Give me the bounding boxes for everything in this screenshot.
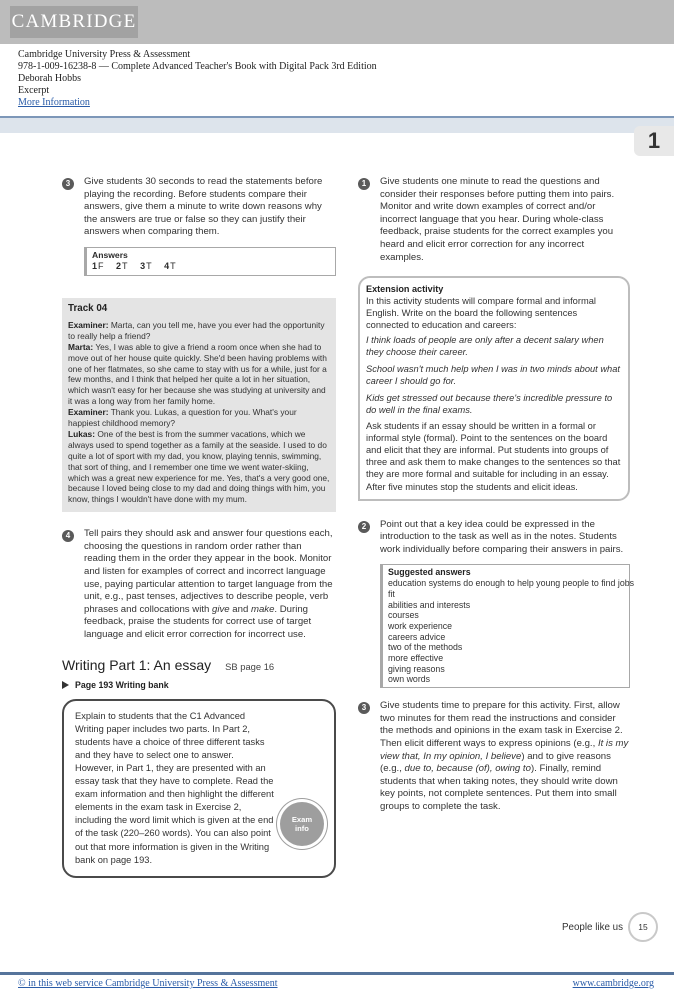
step-text: Point out that a key idea could be expressed in the introduction to the task as well as in the notes. Students work individually before comparing their answers in pairs. [380,518,624,555]
suggested-answers-box [380,564,634,688]
suggested-answers-title: Suggested answers [388,567,471,578]
unit-number-tab: 1 [634,126,674,156]
step-text: Tell pairs they should ask and answer four questions each, choosing the questions in random order rather than reading them in the order they appear in the book. Monitor and listen for examples of correct and incorrect language use, paying particular attention to target language from the unit, e.g., past tenses, adjectives to describe people, verb phrases and collocations with give and make. During feedback, praise the students for correct use of target language and elicit error correction for incorrect use. [84,528,333,641]
more-information-link[interactable]: More Information [18,97,90,108]
section-heading [62,657,336,675]
answers-box [84,247,336,276]
right-step-1 [358,176,630,264]
transcript-line: Lukas: One of the best is from the summer vacations, which we always used to spend together as a family at the seaside. I used to do quite a lot of sport with my dad, you know, playing tennis, swimming, that sort of thing, and I remember one time we went water-skiing, which was a great new experience for me. Yes, that's a very good one, because I loved being close to my dad and doing things with him, you know, things I wouldn't have done with my mum. [68,428,330,505]
extension-example: Kids get stressed out because there's incredible pressure to do well in the final exams. [366,392,613,415]
copyright-link[interactable]: © in this web service Cambridge University Press & Assessment [18,978,278,989]
author-line: Deborah Hobbs [18,73,82,84]
list-item: education systems do enough to help young people to find jobs [388,578,634,589]
right-step-3 [358,700,630,813]
exam-info-text: Explain to students that the C1 Advanced Writing paper includes two parts. In Part 2, students have a choice of three different tasks and they have to select one to answer. However, in Part 1, they are presented with an essay task that they have to complete. Read the exam information and then highlight the different elements in the exam task in Exercise 2, including the word limit which is given at the end of the task (220–260 words). You can also point out that more information is given in the Writing bank on page 193. [75,710,274,865]
step-text: Give students 30 seconds to read the statements before playing the recording. Before students compare their answers, give them a minute to write down reasons why the answers are true or false so they can justify their answers when comparing them. [84,176,323,238]
section-title: Writing Part 1: An essay [62,656,212,673]
transcript-line: Marta: Yes, I was able to give a friend a room once when she had to move out of her house quite quickly. She'd been having problems with one of her flatmates, so she came to stay with us for a while, just for a few months, and I think that helped her quite a lot in her situation, which wasn't easy for her because she was studying at university and it was a long way from her family home. [68,341,327,407]
unit-footer-label: People like us [562,922,623,933]
extension-title: Extension activity [366,284,444,295]
extension-example: School wasn't much help when I was in two minds about what career I should go for. [366,363,620,386]
cambridge-logo[interactable]: CAMBRIDGE [10,6,138,38]
excerpt-line: Excerpt [18,85,50,96]
answers-list: 1F 2T 3T 4T [92,260,176,271]
step-number-badge: 3 [62,178,74,190]
isbn-title-line: 978-1-009-16238-8 — Complete Advanced Teacher's Book with Digital Pack 3rd Edition [18,61,377,72]
transcript-line: Examiner: Marta, can you tell me, have you ever had the opportunity to really help a friend? [68,319,325,341]
sb-page-ref: SB page 16 [225,660,275,672]
exam-info-badge: Exam info [280,802,324,846]
answers-title: Answers [92,249,128,260]
track-title: Track 04 [68,302,108,314]
step-number-badge: 4 [62,530,74,542]
play-arrow-icon [62,681,69,689]
transcript-line: Examiner: Thank you. Lukas, a question for you. What's your happiest childhood memory? [68,407,297,429]
list-item: two of the methods [388,642,463,653]
header-band [0,118,674,133]
track-transcript [62,298,336,512]
left-step-3 [62,176,336,239]
left-step-4 [62,528,336,641]
list-item: own words [388,674,431,685]
extension-activity-box [358,276,630,501]
step-text: Give students time to prepare for this activity. First, allow two minutes for them read the instructions and consider the methods and opinions in the exam task in Exercise 2. Then elicit different ways to express opinions (e.g., It is my view that, In my opinion, I believe) and to give reasons (e.g., due to, because (of), owing to). Finally, remind students that when taking notes, they should write down key points, not complete sentences. Put them into small groups to complete the task. [380,700,629,812]
list-item: abilities and interests [388,599,471,610]
step-text: Give students one minute to read the questions and consider their responses before putting them into pairs. Monitor and write down examples of correct and/or incorrect language that you hear. During whole-class feedback, praise students for the correct examples you heard and elicit error correction for any incorrect examples. [380,176,615,263]
list-item: work experience [388,620,453,631]
extension-body: Ask students if an essay should be written in a formal or informal style (formal). Point to the sentences on the board and elicit that they are informal. Put students into groups of three and ask them to make changes to the sentences so that they are more formal and suitable for including in an essay. After five minutes stop the students and elicit ideas. [366,421,621,492]
left-column [62,176,336,878]
right-step-2 [358,519,630,557]
exam-info-box [62,699,336,878]
right-column [358,176,634,814]
list-item: fit [388,588,395,599]
list-item: more effective [388,653,444,664]
footer-divider [0,972,674,975]
list-item: giving reasons [388,663,445,674]
list-item: careers advice [388,631,446,642]
website-link[interactable]: www.cambridge.org [572,978,654,989]
brand-bar [0,0,674,44]
step-number-badge: 2 [358,521,370,533]
list-item: courses [388,610,419,621]
publisher-line: Cambridge University Press & Assessment [18,49,191,60]
book-metadata [18,49,618,109]
extension-example: I think loads of people are only after a decent salary when they choose their career. [366,334,604,357]
step-number-badge: 3 [358,702,370,714]
writing-bank-ref: Page 193 Writing bank [62,680,336,690]
extension-intro: In this activity students will compare formal and informal English. Write on the board the following sentences connected to education and careers: [366,296,596,331]
page-number: 15 [628,912,658,942]
step-number-badge: 1 [358,178,370,190]
